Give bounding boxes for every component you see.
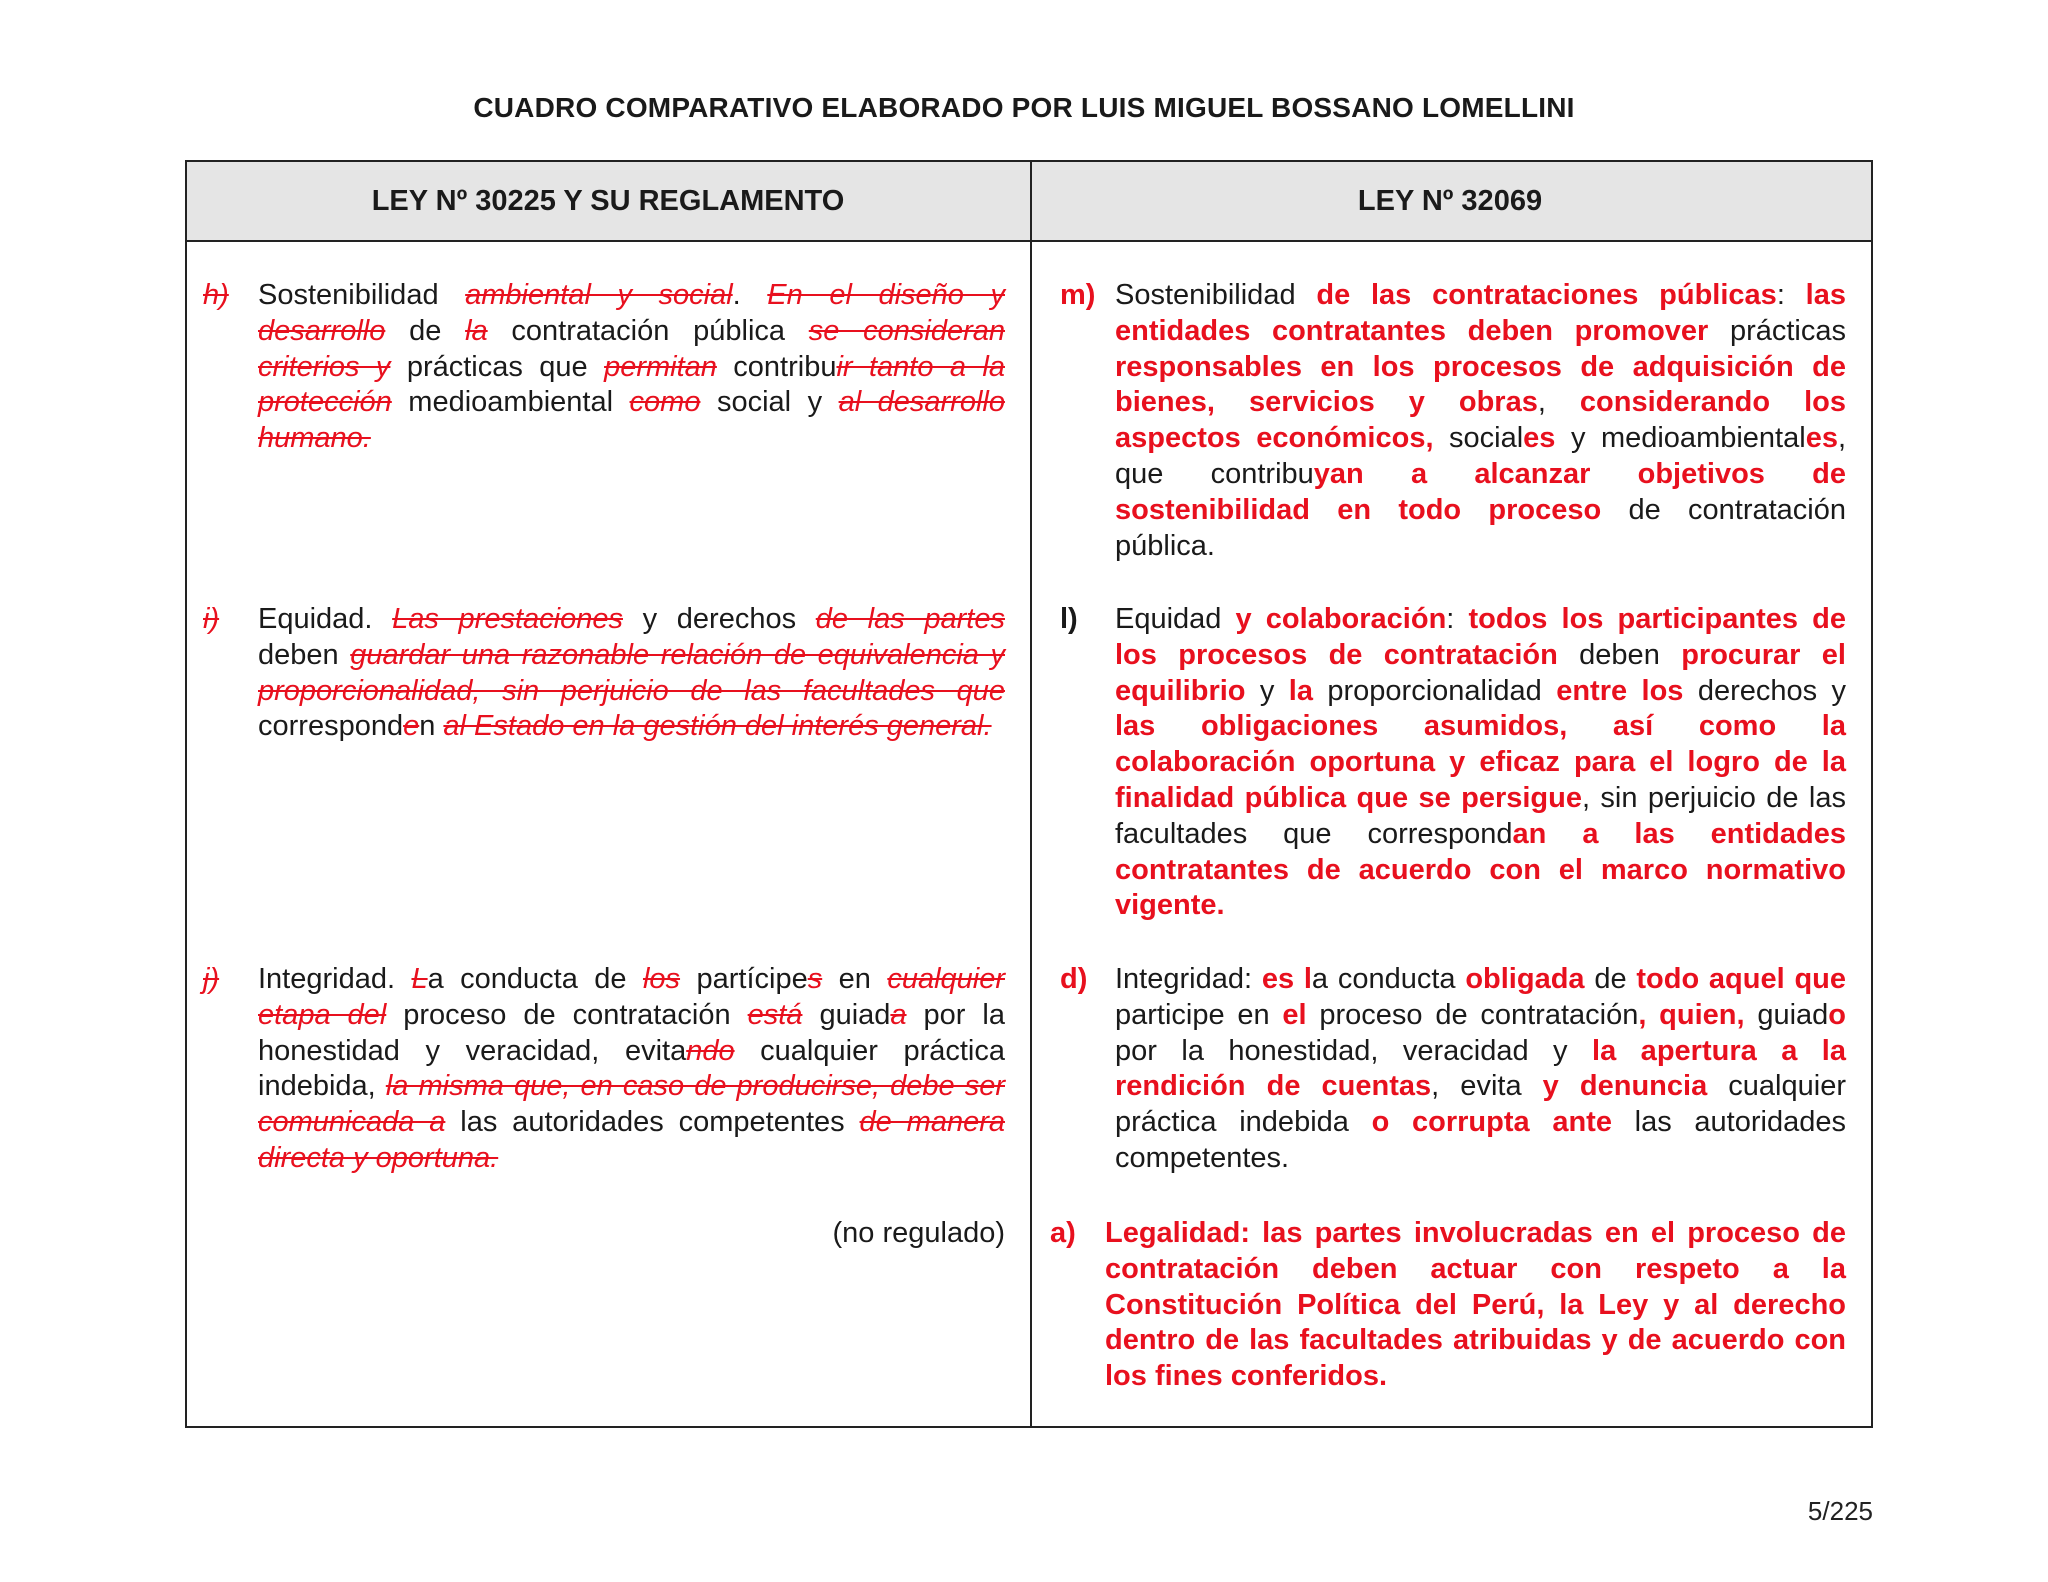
- inserted-text: responsables en los procesos de adquisición de bienes, servicios y obras: [1115, 350, 1846, 419]
- text-segment: por la honestidad, veracidad y: [1115, 1034, 1593, 1067]
- text-segment: , evita: [1431, 1070, 1543, 1103]
- left-entry-i: [203, 602, 1005, 745]
- deleted-text: ambiental y social: [465, 279, 733, 311]
- inserted-text: la apertura a la rendición de cuentas: [1115, 1034, 1846, 1103]
- text-segment: .: [732, 279, 768, 311]
- text-segment: Equidad.: [258, 603, 393, 635]
- text-segment: proporcionalidad: [1312, 674, 1557, 707]
- text-segment: a conducta: [1311, 963, 1466, 995]
- inserted-text: las obligaciones asumidos, así como la colaboración oportuna y eficaz para el logro de la finalidad pública que se persigue: [1115, 710, 1846, 814]
- text-segment: a conducta de: [427, 963, 643, 995]
- text-segment: deben: [258, 638, 351, 671]
- text-segment: y medioambiental: [1555, 422, 1806, 455]
- deleted-text: Las prestaciones: [392, 603, 623, 635]
- inserted-text: el: [1282, 998, 1307, 1031]
- right-entry-a: [1050, 1216, 1846, 1395]
- deleted-text: de manera directa y oportuna.: [258, 1106, 1005, 1174]
- entry-marker: m): [1060, 279, 1096, 311]
- inserted-text: todos los participantes de los procesos de contratación: [1115, 603, 1846, 671]
- entry-text: [258, 278, 1005, 457]
- deleted-text: al desarrollo humano.: [258, 386, 1005, 455]
- inserted-text: y colaboración: [1235, 603, 1447, 635]
- text-segment: deben: [1557, 638, 1682, 671]
- text-segment: prácticas: [1708, 314, 1846, 347]
- inserted-text: de las contrataciones públicas: [1316, 279, 1777, 311]
- text-segment: prácticas que: [390, 350, 605, 383]
- inserted-text: entre los: [1556, 674, 1684, 707]
- text-segment: Integridad:: [1115, 963, 1262, 995]
- text-segment: cualquier práctica indebida,: [258, 1034, 1005, 1103]
- text-segment: :: [1776, 279, 1806, 311]
- text-segment: Equidad: [1115, 603, 1236, 635]
- text-segment: correspond: [258, 710, 404, 743]
- text-segment: derechos y: [1683, 674, 1847, 707]
- table-header-row: [187, 162, 1871, 242]
- deleted-text: ir tanto a la protección: [258, 350, 1005, 419]
- inserted-text: y denuncia: [1542, 1070, 1708, 1103]
- right-entry-d: [1060, 962, 1846, 1177]
- left-entry-j: [203, 962, 1005, 1177]
- text-segment: las autoridades competentes.: [1115, 1106, 1846, 1174]
- inserted-text: yan a alcanzar objetivos de sostenibilidad en todo proceso: [1115, 457, 1846, 526]
- right-entry-m: [1060, 278, 1846, 564]
- entry-marker: l): [1060, 603, 1078, 635]
- text-segment: partícipe: [680, 963, 808, 995]
- deleted-text: se consideran criterios y: [258, 314, 1006, 383]
- inserted-text: Legalidad: las partes involucradas en el proceso de contratación deben actuar con respeto a la Constitución Política del Perú, la Ley y al derecho dentro de las facultades atribuidas y de acuerdo con los fines conferidos.: [1105, 1217, 1846, 1393]
- text-segment: proceso de contratación: [386, 998, 748, 1031]
- deleted-text: e: [403, 710, 420, 743]
- deleted-text: como: [629, 386, 701, 419]
- deleted-text: está: [747, 998, 803, 1031]
- page-number: 5/225: [1807, 1496, 1873, 1526]
- text-segment: en: [822, 963, 888, 995]
- document-title: CUADRO COMPARATIVO ELABORADO POR LUIS MIGUEL BOSSANO LOMELLINI: [473, 92, 1575, 123]
- left-column-header: LEY Nº 30225 Y SU REGLAMENTO: [371, 184, 845, 217]
- deleted-text: ndo: [686, 1034, 735, 1067]
- deleted-text: cualquier etapa del: [258, 963, 1005, 1031]
- text-segment: contribu: [716, 350, 837, 383]
- text-segment: social y: [700, 386, 839, 419]
- text-segment: de contratación pública.: [1115, 493, 1846, 562]
- text-segment: n: [419, 710, 444, 743]
- entry-marker: i): [203, 603, 220, 635]
- deleted-text: permitan: [604, 350, 717, 383]
- text-segment: de: [1584, 963, 1637, 995]
- deleted-text: de las partes: [815, 603, 1005, 635]
- deleted-text: los: [642, 963, 681, 995]
- deleted-text: guardar una razonable relación de equivalencia y proporcionalidad, sin perjuicio de las facultades que: [258, 638, 1005, 707]
- text-segment: guiad: [802, 998, 891, 1031]
- entry-marker: j): [203, 963, 220, 995]
- text-segment: Sostenibilidad: [258, 279, 466, 311]
- entry-marker: d): [1060, 963, 1088, 995]
- inserted-text: es: [1805, 422, 1838, 455]
- text-segment: medioambiental: [391, 386, 630, 419]
- inserted-text: considerando los aspectos económicos,: [1115, 386, 1846, 455]
- left-no-regulado: (no regulado): [832, 1217, 1005, 1249]
- deleted-text: L: [411, 963, 428, 995]
- text-segment: proceso de contratación: [1306, 998, 1639, 1031]
- entry-text: [1105, 1216, 1846, 1395]
- deleted-text: En el diseño y desarrollo: [258, 279, 1005, 347]
- entry-text: [1115, 602, 1846, 924]
- inserted-text: procurar el equilibrio: [1115, 638, 1846, 707]
- inserted-text: , quien,: [1638, 998, 1745, 1031]
- text-segment: las autoridades competentes: [445, 1106, 860, 1139]
- right-column-header: LEY Nº 32069: [1357, 184, 1543, 217]
- text-segment: y derechos: [622, 603, 816, 635]
- deleted-text: a: [890, 998, 907, 1031]
- right-entry-l: [1060, 602, 1846, 924]
- entry-text: [258, 962, 1005, 1177]
- inserted-text: todo aquel que: [1636, 963, 1847, 995]
- comparison-table: [185, 160, 1873, 1428]
- inserted-text: an a las entidades contratantes de acuerdo con el marco normativo vigente.: [1115, 817, 1846, 922]
- entry-marker: h): [203, 279, 229, 311]
- text-segment: contratación pública: [487, 314, 809, 347]
- text-segment: y: [1245, 674, 1289, 707]
- entry-marker: a): [1050, 1217, 1076, 1249]
- text-segment: social: [1433, 422, 1524, 455]
- inserted-text: o: [1828, 998, 1847, 1031]
- inserted-text: la: [1288, 674, 1313, 707]
- text-segment: Sostenibilidad: [1115, 279, 1317, 311]
- inserted-text: las entidades contratantes deben promover: [1115, 279, 1846, 347]
- text-segment: , que contribu: [1115, 422, 1847, 490]
- left-entry-h: [203, 278, 1005, 457]
- deleted-text: la: [465, 314, 488, 347]
- inserted-text: es: [1523, 422, 1556, 455]
- text-segment: cualquier práctica indebida: [1115, 1070, 1846, 1139]
- entry-text: [1115, 962, 1846, 1177]
- text-segment: guiad: [1744, 998, 1829, 1031]
- text-segment: Integridad.: [258, 963, 412, 995]
- entry-text: [1115, 278, 1846, 564]
- text-segment: :: [1446, 603, 1469, 635]
- inserted-text: es l: [1261, 963, 1312, 995]
- text-segment: por la honestidad y veracidad, evita: [258, 998, 1006, 1067]
- text-segment: participe en: [1115, 998, 1283, 1031]
- entry-text: [258, 602, 1005, 745]
- text-segment: , sin perjuicio de las facultades que correspond: [1115, 781, 1846, 850]
- inserted-text: obligada: [1465, 963, 1585, 995]
- deleted-text: al Estado en la gestión del interés general.: [443, 710, 992, 743]
- text-segment: de: [385, 314, 466, 347]
- text-segment: ,: [1537, 386, 1580, 419]
- column-divider: [1030, 162, 1032, 1426]
- deleted-text: la misma que, en caso de producirse, debe ser comunicada a: [258, 1070, 1005, 1139]
- inserted-text: o corrupta ante: [1371, 1106, 1612, 1139]
- deleted-text: s: [807, 963, 823, 995]
